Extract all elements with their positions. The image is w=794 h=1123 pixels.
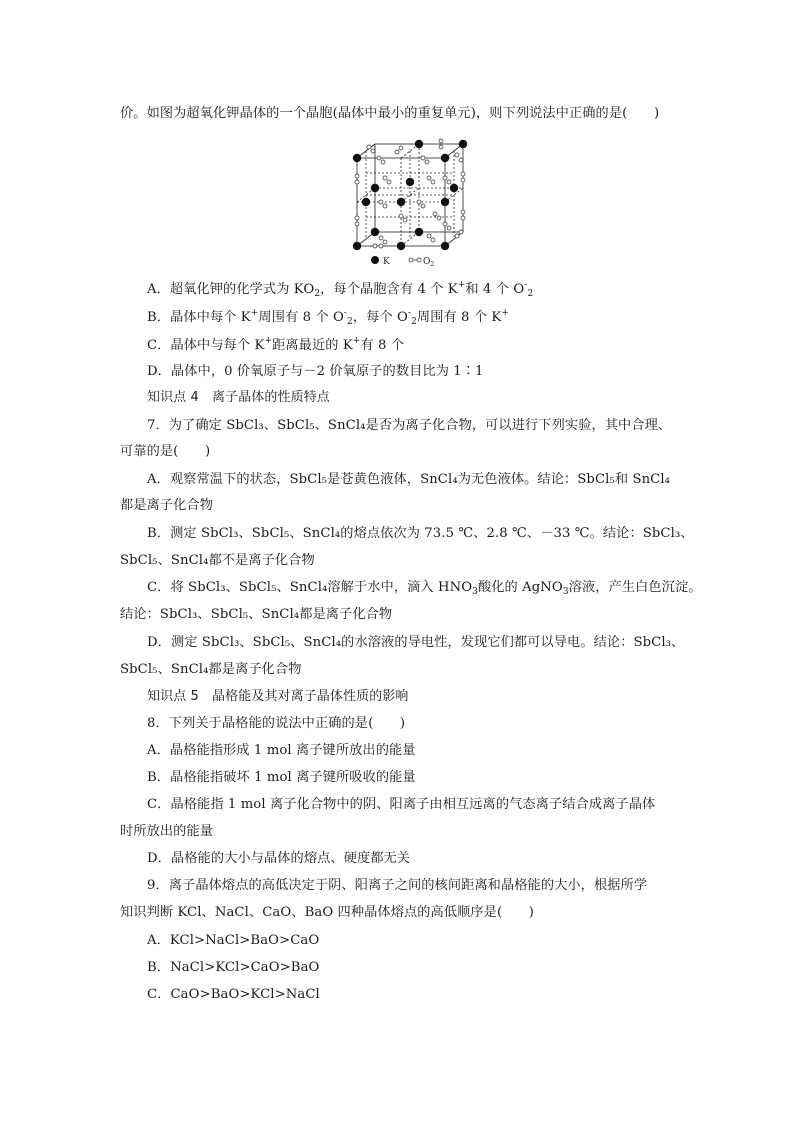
k-ion bbox=[397, 198, 405, 206]
q8-option-c-line1: C．晶格能指 1 mol 离子化合物中的阴、阳离子由相互远离的气态离子结合成离子晶体 bbox=[147, 797, 656, 812]
q7-option-d-line2: SbCl₅、SnCl₄都是离子化合物 bbox=[120, 662, 302, 677]
q7-stem-line2: 可靠的是( ) bbox=[120, 444, 211, 459]
q6-option-d: D．晶体中，0 价氧原子与－2 价氧原子的数目比为 1∶1 bbox=[147, 364, 484, 379]
k-ion bbox=[415, 140, 423, 148]
q9-option-b: B．NaCl>KCl>CaO>BaO bbox=[147, 960, 320, 975]
crystal-cell-figure bbox=[345, 138, 480, 268]
q6-option-a: A．超氧化钾的化学式为 $KO_2$，每个晶胞含有 4 个 K+和 4 个 $O^-_2$ bbox=[147, 280, 534, 299]
k-ion bbox=[362, 198, 370, 206]
q8-stem: 8．下列关于晶格能的说法中正确的是( ) bbox=[147, 716, 406, 731]
q7-stem-line1: 7．为了确定 SbCl₃、SbCl₅、SnCl₄是否为离子化合物，可以进行下列实验，其中合理、 bbox=[147, 418, 672, 433]
o2-legend-label: $O_2$ bbox=[423, 257, 435, 268]
k-legend-label: K bbox=[383, 257, 390, 267]
q9-option-c: C．CaO>BaO>KCl>NaCl bbox=[147, 987, 320, 1002]
k-ion bbox=[441, 242, 449, 250]
k-legend-icon bbox=[371, 256, 379, 264]
k-ion bbox=[415, 228, 423, 236]
q9-option-a: A．KCl>NaCl>BaO>CaO bbox=[147, 933, 320, 948]
q7-option-b-line2: SbCl₅、SnCl₄都不是离子化合物 bbox=[120, 553, 315, 568]
k-ion bbox=[371, 228, 379, 236]
knowledge-point-4-heading: 知识点 4 离子晶体的性质特点 bbox=[147, 390, 330, 405]
q9-stem-line1: 9．离子晶体熔点的高低决定于阴、阳离子之间的核间距离和晶格能的大小，根据所学 bbox=[147, 878, 648, 893]
k-ion bbox=[353, 242, 361, 250]
q7-option-c-line2: 结论：SbCl₃、SbCl₅、SnCl₄都是离子化合物 bbox=[120, 607, 393, 622]
q7-option-c-line1: C．将 SbCl₃、SbCl₅、SnCl₄溶解于水中，滴入 $HNO_3$酸化的 AgNO$_3$溶液，产生白色沉淀。 bbox=[147, 580, 702, 597]
k-ion bbox=[441, 154, 449, 162]
k-ion bbox=[397, 242, 405, 250]
q7-option-a-line2: 都是离子化合物 bbox=[120, 498, 214, 513]
q8-option-a: A．晶格能指形成 1 mol 离子键所放出的能量 bbox=[147, 743, 416, 758]
k-ion bbox=[450, 184, 458, 192]
k-ion bbox=[406, 178, 414, 186]
q6-option-c: C．晶体中与每个 K+距离最近的 K+有 8 个 bbox=[147, 336, 405, 353]
k-ion bbox=[459, 140, 467, 148]
figure-legend bbox=[371, 256, 434, 268]
q6-option-b: B．晶体中每个 K+周围有 8 个 $O^-_2$，每个 $O^-_2$周围有 8 个 K+ bbox=[147, 308, 510, 327]
q8-option-c-line2: 时所放出的能量 bbox=[120, 824, 214, 839]
q7-option-a-line1: A．观察常温下的状态，SbCl₅是苍黄色液体，SnCl₄为无色液体。结论：SbCl₅和 SnCl₄ bbox=[147, 472, 671, 487]
k-ion bbox=[353, 154, 361, 162]
q8-option-b: B．晶格能指破坏 1 mol 离子键所吸收的能量 bbox=[147, 770, 416, 785]
knowledge-point-5-heading: 知识点 5 晶格能及其对离子晶体性质的影响 bbox=[147, 689, 409, 704]
q8-option-d: D．晶格能的大小与晶体的熔点、硬度都无关 bbox=[147, 851, 411, 866]
k-ion bbox=[371, 184, 379, 192]
q9-stem-line2: 知识判断 KCl、NaCl、CaO、BaO 四种晶体熔点的高低顺序是( ) bbox=[120, 905, 535, 920]
o2-legend-icon bbox=[409, 258, 413, 262]
k-ion bbox=[441, 198, 449, 206]
q7-option-d-line1: D．测定 SbCl₃、SbCl₅、SnCl₄的水溶液的导电性，发现它们都可以导电。结论：SbCl₃、 bbox=[147, 635, 685, 650]
q7-option-b-line1: B．测定 SbCl₃、SbCl₅、SnCl₄的熔点依次为 73.5 ℃、2.8 ℃、－33 ℃。结论：SbCl₃、 bbox=[147, 526, 694, 541]
question-6-stem: 价。如图为超氧化钾晶体的一个晶胞(晶体中最小的重复单元)，则下列说法中正确的是( ) bbox=[120, 106, 660, 121]
